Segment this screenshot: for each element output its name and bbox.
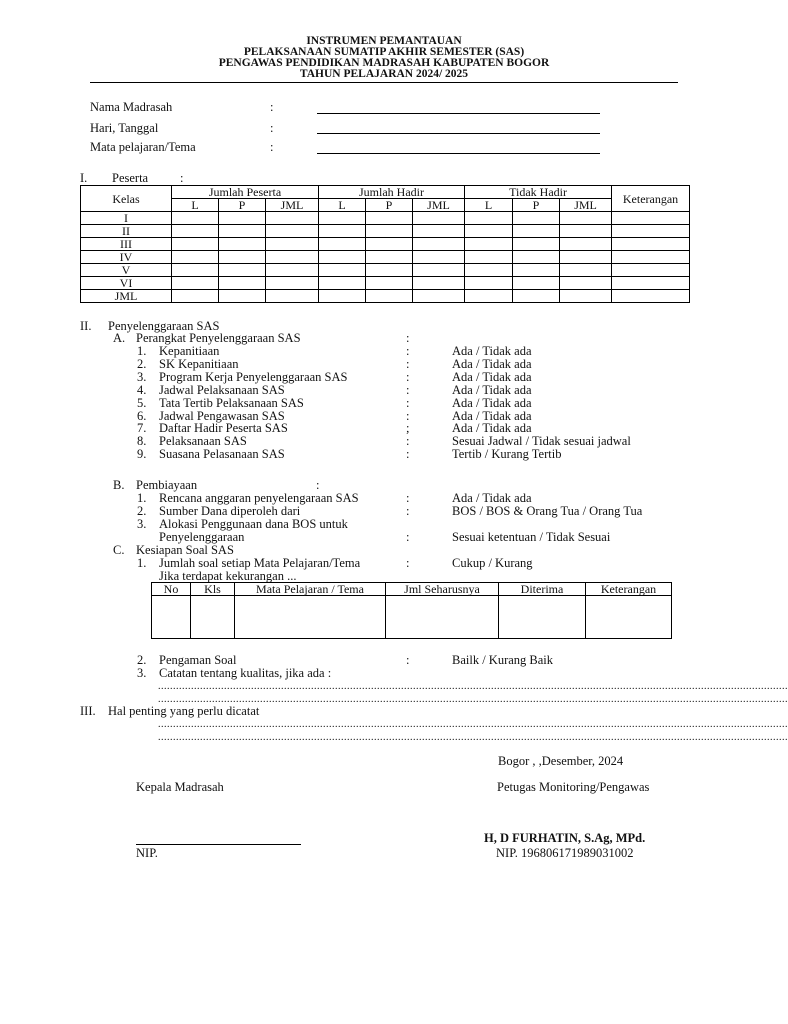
list-item-value: Ada / Tidak ada: [452, 491, 532, 505]
table-cell[interactable]: [266, 238, 319, 251]
section-1-number: I.: [80, 171, 88, 185]
table-cell[interactable]: [560, 251, 612, 264]
list-item-number: 2.: [137, 653, 147, 667]
table-cell[interactable]: [319, 264, 366, 277]
table-cell[interactable]: [172, 212, 219, 225]
table-cell[interactable]: [366, 251, 413, 264]
list-item-colon: :: [406, 653, 410, 667]
table-row: [81, 264, 690, 277]
list-item-text: Program Kerja Penyelenggaraan SAS: [159, 370, 348, 384]
list-item-colon: :: [406, 447, 410, 461]
table-cell[interactable]: [219, 264, 266, 277]
table-cell[interactable]: [266, 290, 319, 303]
table-cell[interactable]: [319, 251, 366, 264]
right-signatory-title: Petugas Monitoring/Pengawas: [497, 780, 650, 794]
list-item-value: Ada / Tidak ada: [452, 396, 532, 410]
table-cell[interactable]: [560, 212, 612, 225]
doc-title-line-2: PELAKSANAAN SUMATIP AKHIR SEMESTER (SAS): [243, 46, 525, 58]
sub-header-p: P: [219, 199, 266, 212]
list-item-text: Kepanitiaan: [159, 344, 220, 358]
list-item-text: Pelaksanaan SAS: [159, 434, 247, 448]
list-item-text: SK Kepanitiaan: [159, 357, 239, 371]
table-cell[interactable]: [366, 290, 413, 303]
list-item-colon: :: [406, 434, 410, 448]
subsection-a-title: Perangkat Penyelenggaraan SAS: [136, 331, 301, 345]
table-row: [81, 251, 690, 264]
table-cell[interactable]: [413, 277, 465, 290]
table-cell[interactable]: [266, 225, 319, 238]
list-item-number: 2.: [137, 357, 147, 371]
subsection-b-label: B.: [113, 478, 125, 492]
list-item-number: 8.: [137, 434, 147, 448]
doc-title-line-1: INSTRUMEN PEMANTAUAN: [306, 35, 462, 47]
identity-colon: :: [270, 100, 274, 114]
list-item-number: 3.: [137, 517, 147, 531]
table-cell[interactable]: [152, 596, 191, 639]
subsection-c-title: Kesiapan Soal SAS: [136, 543, 234, 557]
list-item-number: 3.: [137, 370, 147, 384]
list-item-colon: :: [406, 396, 410, 410]
list-item-value: Tertib / Kurang Tertib: [452, 447, 562, 461]
section-1-title: Peserta: [112, 171, 149, 185]
col-header-no: No: [152, 583, 191, 596]
doc-title-line-3: PENGAWAS PENDIDIKAN MADRASAH KABUPATEN BOGOR: [218, 57, 550, 69]
section-3-number: III.: [80, 704, 96, 718]
list-item-value: Ada / Tidak ada: [452, 409, 532, 423]
sub-header-jml: JML: [266, 199, 319, 212]
table-cell[interactable]: [560, 277, 612, 290]
list-item-value: Bailk / Kurang Baik: [452, 653, 554, 667]
table-cell[interactable]: [465, 251, 513, 264]
madrasah-name-field[interactable]: [317, 113, 600, 114]
list-item-text: Jumlah soal setiap Mata Pelajaran/Tema: [159, 556, 361, 570]
row-label-kelas: I: [81, 212, 172, 225]
table-cell[interactable]: [513, 212, 560, 225]
table-cell[interactable]: [465, 225, 513, 238]
list-item-text: Pengaman Soal: [159, 653, 237, 667]
list-item-text: Sumber Dana diperoleh dari: [159, 504, 301, 518]
table-cell[interactable]: [513, 251, 560, 264]
table-cell[interactable]: [465, 264, 513, 277]
list-item-colon: ;: [406, 421, 410, 435]
table-cell[interactable]: [366, 225, 413, 238]
identity-label-date: Hari, Tanggal: [90, 121, 159, 135]
list-item-number: 1.: [137, 344, 147, 358]
table-cell[interactable]: [560, 290, 612, 303]
table-cell[interactable]: [319, 212, 366, 225]
list-item-value: Ada / Tidak ada: [452, 421, 532, 435]
table-cell[interactable]: [586, 596, 672, 639]
col-header-tidak-hadir: Tidak Hadir: [465, 186, 612, 199]
list-item-colon: :: [406, 504, 410, 518]
table-cell[interactable]: [172, 251, 219, 264]
table-cell[interactable]: [612, 225, 690, 238]
table-cell[interactable]: [366, 264, 413, 277]
list-item-colon: :: [406, 530, 410, 544]
col-header-jumlah-hadir: Jumlah Hadir: [319, 186, 465, 199]
list-item-value: Ada / Tidak ada: [452, 357, 532, 371]
table-cell[interactable]: [319, 277, 366, 290]
list-item-number: 6.: [137, 409, 147, 423]
table-cell[interactable]: [172, 290, 219, 303]
table-cell[interactable]: [513, 277, 560, 290]
list-item-value: Sesuai Jadwal / Tidak sesuai jadwal: [452, 434, 631, 448]
list-item-value: Ada / Tidak ada: [452, 344, 532, 358]
row-label-kelas: IV: [81, 251, 172, 264]
place-date: Bogor , ,Desember, 2024: [498, 754, 624, 768]
doc-title-line-4: TAHUN PELAJARAN 2024/ 2025: [299, 68, 469, 80]
list-item-number: 4.: [137, 383, 147, 397]
list-item-colon: :: [406, 556, 410, 570]
table-cell[interactable]: [612, 264, 690, 277]
col-header-jml-seharusnya: Jml Seharusnya: [386, 583, 499, 596]
table-cell[interactable]: [219, 225, 266, 238]
list-item-value: BOS / BOS & Orang Tua / Orang Tua: [452, 504, 643, 518]
table-cell[interactable]: [465, 290, 513, 303]
table-cell[interactable]: [513, 238, 560, 251]
table-cell[interactable]: [235, 596, 386, 639]
table-row: [81, 212, 690, 225]
left-signature-line[interactable]: [136, 844, 301, 845]
table-cell[interactable]: [386, 596, 499, 639]
list-item-value: Cukup / Kurang: [452, 556, 533, 570]
list-item-text: Rencana anggaran penyelengaraan SAS: [159, 491, 359, 505]
section-2-number: II.: [80, 319, 92, 333]
table-cell[interactable]: [513, 264, 560, 277]
table-row: [81, 277, 690, 290]
list-item-value: Ada / Tidak ada: [452, 383, 532, 397]
table-cell[interactable]: [366, 277, 413, 290]
col-header-diterima: Diterima: [499, 583, 586, 596]
table-cell[interactable]: [172, 225, 219, 238]
subject-field[interactable]: [317, 153, 600, 154]
notes-dotted-line[interactable]: ..................................................................................................................................................................................................................: [158, 694, 788, 705]
sub-header-l: L: [172, 199, 219, 212]
table-cell[interactable]: [560, 225, 612, 238]
col-header-kls: Kls: [191, 583, 235, 596]
table-cell[interactable]: [219, 251, 266, 264]
table-cell[interactable]: [612, 212, 690, 225]
list-item-value: Ada / Tidak ada: [452, 370, 532, 384]
sub-header-l: L: [319, 199, 366, 212]
table-cell[interactable]: [560, 264, 612, 277]
list-item-text: Suasana Pelasanaan SAS: [159, 447, 285, 461]
sub-header-l: L: [465, 199, 513, 212]
table-cell[interactable]: [413, 238, 465, 251]
table-cell[interactable]: [413, 225, 465, 238]
identity-colon: :: [270, 140, 274, 154]
table-cell[interactable]: [319, 238, 366, 251]
row-label-kelas: VI: [81, 277, 172, 290]
table-cell[interactable]: [219, 238, 266, 251]
table-cell[interactable]: [319, 290, 366, 303]
right-signatory-name: H, D FURHATIN, S.Ag, MPd.: [484, 831, 646, 845]
table-row: [81, 225, 690, 238]
table-cell[interactable]: [612, 238, 690, 251]
section-3-title: Hal penting yang perlu dicatat: [108, 704, 260, 718]
list-item-text: Jadwal Pengawasan SAS: [159, 409, 285, 423]
col-header-keterangan: Keterangan: [586, 583, 672, 596]
list-item-number: 1.: [137, 556, 147, 570]
col-header-jumlah-peserta: Jumlah Peserta: [172, 186, 319, 199]
list-item-colon: :: [406, 491, 410, 505]
list-item-number: 5.: [137, 396, 147, 410]
shortage-note: Jika terdapat kekurangan ...: [159, 569, 297, 583]
col-header-kelas: Kelas: [81, 186, 172, 212]
table-cell[interactable]: [219, 290, 266, 303]
table-row: [81, 238, 690, 251]
table-cell[interactable]: [499, 596, 586, 639]
section-2-title: Penyelenggaraan SAS: [108, 319, 220, 333]
table-cell[interactable]: [172, 238, 219, 251]
table-cell[interactable]: [612, 290, 690, 303]
list-item-text: Tata Tertib Pelaksanaan SAS: [159, 396, 304, 410]
table-cell[interactable]: [366, 212, 413, 225]
table-cell[interactable]: [219, 212, 266, 225]
list-item-number: 7.: [137, 421, 147, 435]
table-cell[interactable]: [266, 251, 319, 264]
table-cell[interactable]: [219, 277, 266, 290]
sub-header-p: P: [366, 199, 413, 212]
table-cell[interactable]: [513, 225, 560, 238]
list-item-colon: :: [406, 344, 410, 358]
table-row: [81, 290, 690, 303]
table-cell[interactable]: [465, 277, 513, 290]
soal-table: [151, 582, 672, 639]
list-item-number: 9.: [137, 447, 147, 461]
table-cell[interactable]: [266, 277, 319, 290]
list-item-text: Catatan tentang kualitas, jika ada :: [159, 666, 332, 680]
table-cell[interactable]: [612, 277, 690, 290]
left-signatory-title: Kepala Madrasah: [136, 780, 224, 794]
header-divider: [90, 82, 678, 83]
table-cell[interactable]: [413, 251, 465, 264]
section-1-colon: :: [180, 171, 184, 185]
table-cell[interactable]: [266, 264, 319, 277]
list-item-text: Alokasi Penggunaan dana BOS untuk: [159, 517, 348, 531]
list-item-colon: :: [406, 409, 410, 423]
list-item-colon: :: [406, 357, 410, 371]
table-cell[interactable]: [513, 290, 560, 303]
subsection-b-colon: :: [316, 478, 320, 492]
date-field[interactable]: [317, 133, 600, 134]
table-cell[interactable]: [413, 264, 465, 277]
sub-header-jml: JML: [413, 199, 465, 212]
list-item-colon: :: [406, 370, 410, 384]
list-item-text: Jadwal Pelaksanaan SAS: [159, 383, 285, 397]
table-cell[interactable]: [172, 264, 219, 277]
table-cell[interactable]: [191, 596, 235, 639]
row-label-kelas: III: [81, 238, 172, 251]
row-label-kelas: V: [81, 264, 172, 277]
list-item-text-continued: Penyelenggaraan: [159, 530, 245, 544]
list-item-number: 3.: [137, 666, 147, 680]
left-nip: NIP.: [136, 846, 158, 860]
list-item-number: 2.: [137, 504, 147, 518]
sub-header-jml: JML: [560, 199, 612, 212]
identity-colon: :: [270, 121, 274, 135]
table-cell[interactable]: [612, 251, 690, 264]
table-cell[interactable]: [366, 238, 413, 251]
notes-dotted-line[interactable]: ..................................................................................................................................................................................................................: [158, 719, 788, 730]
list-item-value: Sesuai ketentuan / Tidak Sesuai: [452, 530, 611, 544]
list-item-text: Daftar Hadir Peserta SAS: [159, 421, 288, 435]
subsection-b-title: Pembiayaan: [136, 478, 198, 492]
sub-header-p: P: [513, 199, 560, 212]
list-item-colon: :: [406, 383, 410, 397]
table-cell[interactable]: [266, 212, 319, 225]
notes-dotted-line[interactable]: ..................................................................................................................................................................................................................: [158, 732, 788, 743]
row-label-kelas: JML: [81, 290, 172, 303]
table-cell[interactable]: [465, 212, 513, 225]
col-header-keterangan: Keterangan: [612, 186, 690, 212]
table-cell[interactable]: [465, 238, 513, 251]
participants-table: [80, 185, 690, 303]
subsection-c-label: C.: [113, 543, 125, 557]
table-cell[interactable]: [413, 290, 465, 303]
list-item-number: 1.: [137, 491, 147, 505]
table-cell[interactable]: [319, 225, 366, 238]
notes-dotted-line[interactable]: ..................................................................................................................................................................................................................: [158, 681, 788, 692]
table-cell[interactable]: [413, 212, 465, 225]
table-cell[interactable]: [172, 277, 219, 290]
identity-label-madrasah: Nama Madrasah: [90, 100, 173, 114]
subsection-a-colon: :: [406, 331, 410, 345]
table-cell[interactable]: [560, 238, 612, 251]
row-label-kelas: II: [81, 225, 172, 238]
subsection-a-label: A.: [113, 331, 126, 345]
col-header-mata-pelajaran: Mata Pelajaran / Tema: [235, 583, 386, 596]
right-nip: NIP. 196806171989031002: [496, 846, 634, 860]
identity-label-subject: Mata pelajaran/Tema: [90, 140, 196, 154]
